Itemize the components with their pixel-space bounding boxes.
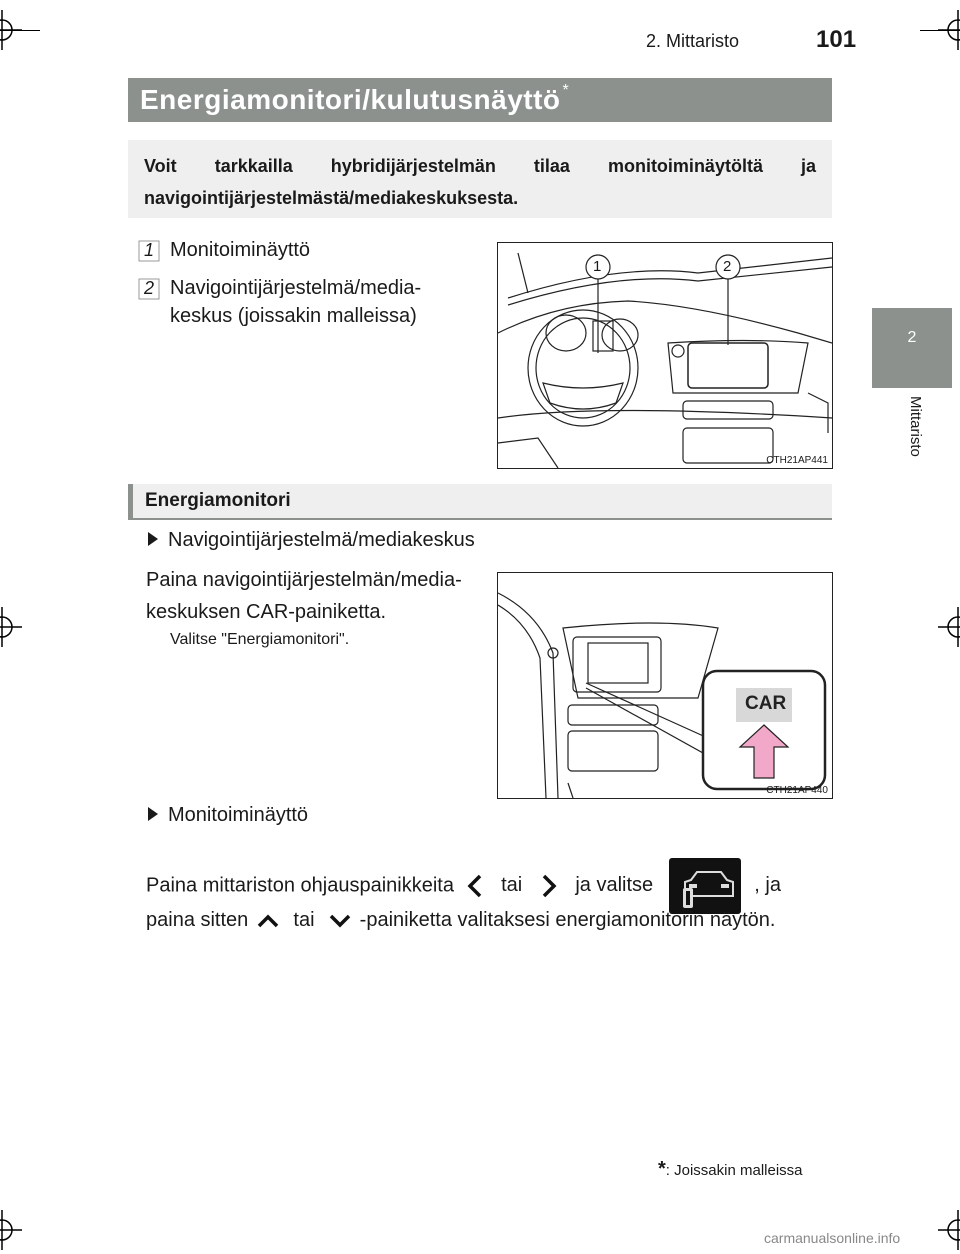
page-title-text: Energiamonitori/kulutusnäyttö	[140, 84, 561, 115]
figure-code: CTH21AP440	[766, 785, 828, 796]
paragraph-text: Paina mittariston ohjauspainikkeita	[146, 874, 454, 897]
callout-label: 1	[593, 258, 602, 275]
item-number: 1	[144, 240, 155, 260]
page-number: 101	[816, 26, 857, 53]
bullet-arrow-icon	[148, 807, 158, 821]
dashboard-figure	[497, 242, 833, 469]
crop-line	[0, 30, 40, 31]
dashboard-illustration	[498, 243, 832, 468]
callout-label: 2	[723, 258, 732, 275]
subheading	[148, 804, 308, 827]
some-models-marker: *	[562, 82, 570, 99]
footnote	[658, 1158, 803, 1181]
item-number: 2	[144, 278, 155, 298]
chapter-title: 2. Mittaristo	[646, 31, 740, 51]
chevron-left-icon	[460, 871, 490, 901]
paragraph-text: tai	[501, 874, 523, 897]
figure-code: CTH21AP441	[766, 455, 828, 466]
paragraph-line: Paina navigointijärjestelmän/media-	[146, 569, 462, 591]
chevron-up-icon	[254, 909, 282, 933]
registration-mark-icon	[938, 607, 960, 647]
chevron-right-icon	[534, 871, 564, 901]
subheading	[148, 529, 475, 552]
paragraph	[146, 566, 462, 626]
intro-box: Voit tarkkailla hybridijärjestelmän tilaa monitoiminäytöltä ja navigointijärjestelmästä/mediakeskuksesta.	[128, 140, 832, 218]
subheading-text: Monitoiminäyttö	[168, 804, 309, 826]
registration-mark-icon	[0, 607, 22, 647]
item-text: Navigointijärjestelmä/media-	[170, 277, 422, 299]
car-button-label: CAR	[745, 693, 787, 714]
bullet-arrow-icon	[148, 532, 158, 546]
chapter-tab: 2	[872, 308, 952, 388]
registration-mark-icon	[0, 1210, 22, 1250]
chapter-tab-label: Mittaristo	[907, 396, 924, 457]
paragraph-line: keskuksen CAR-painiketta.	[146, 601, 387, 623]
footnote-marker: *	[658, 1158, 666, 1180]
watermark: carmanualsonline.info	[764, 1230, 901, 1246]
registration-mark-icon	[938, 1210, 960, 1250]
paragraph-text: ja valitse	[575, 874, 654, 897]
chevron-down-icon	[326, 909, 354, 933]
footnote-text: : Joissakin malleissa	[665, 1162, 803, 1179]
item-text: Monitoiminäyttö	[170, 239, 311, 261]
section-heading: Energiamonitori	[128, 484, 832, 520]
paragraph-text: -painiketta valitaksesi energiamonitorin näytön.	[359, 909, 776, 931]
crop-line	[920, 30, 960, 31]
page-title	[128, 78, 832, 122]
step-text: Valitse "Energiamonitori".	[170, 631, 350, 648]
paragraph-text: tai	[293, 909, 315, 931]
paragraph-text: , ja	[754, 874, 781, 897]
paragraph-text: paina sitten	[146, 909, 249, 931]
subheading-text: Navigointijärjestelmä/mediakeskus	[168, 529, 475, 551]
item-text: keskus (joissakin malleissa)	[170, 305, 417, 327]
car-button-figure	[497, 572, 833, 799]
media-unit-illustration	[498, 573, 832, 798]
paragraph	[146, 906, 830, 934]
